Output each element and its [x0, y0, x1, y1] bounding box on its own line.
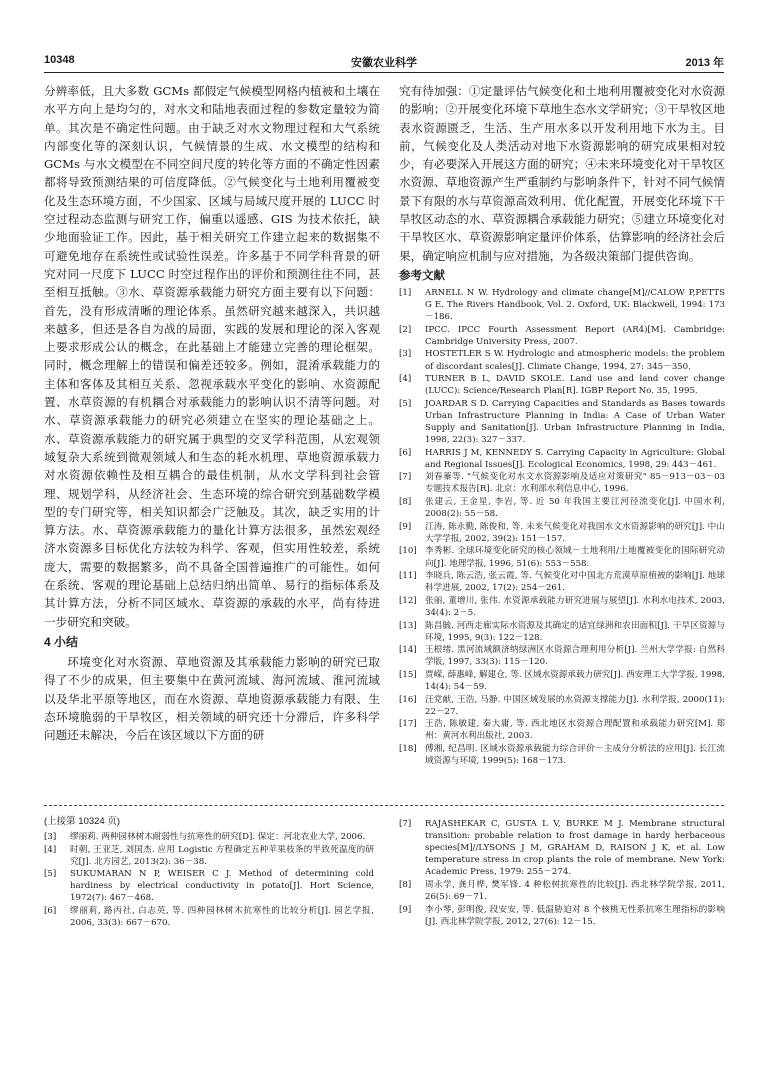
reference-text: 张丽, 董增川, 张伟. 水资源承载能力研究进展与展望[J]. 水利水电技术, 2003, 34(4): 2－5.: [425, 595, 725, 618]
reference-item: [399, 324, 725, 348]
reference-item: [44, 831, 374, 843]
reference-item: [399, 348, 725, 372]
reference-number: [13]: [399, 620, 417, 631]
reference-item: [44, 905, 374, 929]
reference-number: [7]: [399, 819, 412, 829]
reference-item: [399, 669, 725, 693]
reference-number: [14]: [399, 645, 417, 656]
publication-year: 2013 年: [685, 57, 724, 69]
reference-item: [399, 447, 725, 471]
reference-item: [399, 743, 725, 767]
reference-text: 李晓兵, 陈云浩, 张云霞, 等. 气候变化对中国北方荒漠草原植被的影响[J]. 地球科学进展, 2002, 17(2): 254－261.: [425, 571, 725, 594]
reference-item: [399, 545, 725, 569]
page-number: 10348: [44, 54, 75, 66]
reference-item: [44, 844, 374, 868]
references-title: 参考文献: [399, 269, 445, 282]
reference-list: [399, 818, 725, 928]
body-paragraph: 环境变化对水资源、草地资源及其承载能力影响的研究已取得了不少的成果，但主要集中在黄河流域、海河流域、淮河流域以及华北平原等地区，而在水资源、草地资源承载能力有限、生态环境脆弱的干旱牧区，相关领域的研究还十分滞后，许多科学问题还未解决，今后在该区域以下方面的研: [44, 654, 380, 743]
reference-number: [3]: [44, 832, 57, 842]
reference-text: 缪丽莉. 两种园林树木耐弱性与抗寒性的研究[D]. 保定：河北农业大学, 2006.: [70, 832, 366, 842]
reference-number: [9]: [399, 904, 412, 915]
reference-number: [10]: [399, 546, 417, 557]
reference-number: [6]: [44, 906, 57, 917]
reference-number: [5]: [399, 398, 412, 409]
reference-number: [8]: [399, 497, 412, 508]
reference-text: 傅湘, 纪昌明. 区域水资源承载能力综合评价－主成分分析法的应用[J]. 长江流域资源与环境, 1999(5): 168－173.: [425, 743, 725, 767]
reference-item: [399, 644, 725, 668]
reference-item: [399, 718, 725, 742]
reference-item: [399, 373, 725, 397]
reference-text: HARRIS J M, KENNEDY S. Carrying Capacity in Agriculture: Global and Regional Issues[J]. Ecological Economics, 1998, 29: 443－461.: [425, 447, 725, 470]
reference-number: [4]: [399, 374, 412, 385]
reference-text: 时朝, 王亚芝, 刘国杰. 应用 Logistic 方程确定五种苹果枝条的半致死温度的研究[J]. 北方园艺, 2013(2): 36－38.: [70, 844, 374, 867]
reference-text: 李小琴, 彭明俊, 段安安, 等. 低温胁迫对 8 个核桃无性系抗寒生理指标的影响[J]. 西北林学院学报, 2012, 27(6): 12－15.: [425, 904, 725, 927]
reference-number: [7]: [399, 472, 412, 483]
reference-text: RAJASHEKAR C, GUSTA L V, BURKE M J. Membrane structural transition: probable relation to frost damage in hardy herbaceous species[M]//LYSONS J M, GRAHAM D, RAISON J K, et al. Low temperature stress in crop plants the role of membrane. New York: Academic Press, 1979: 255－274.: [425, 819, 725, 878]
reference-item: [399, 595, 725, 619]
reference-text: 陈昌毓. 河西走廊实际水资源及其确定的适宜绿洲和农田面积[J]. 干旱区资源与环境, 1995, 9(3): 122－128.: [425, 620, 725, 643]
section-title: 4 小结: [44, 634, 79, 649]
reference-item: [399, 904, 725, 928]
reference-number: [4]: [44, 844, 57, 855]
reference-text: 汪党献, 王浩, 马静. 中国区域发展的水资源支撑能力[J]. 水利学报, 2000(11): 22－27.: [425, 694, 725, 717]
right-column: [399, 82, 725, 768]
reference-item: [399, 570, 725, 594]
reference-text: ARNELL N W. Hydrology and climate change[M]//CALOW P,PETTS G E. The Rivers Handbook, Vol. 2. Oxford, UK: Blackwell, 1994: 173－186.: [425, 287, 725, 323]
reference-item: [399, 879, 725, 903]
reference-text: 李秀彬. 全球环境变化研究的核心领域－土地利用/土地覆被变化的国际研究动向[J]. 地理学报, 1996, 51(6): 553－558.: [425, 546, 725, 569]
reference-text: 刘春蓁等. "气候变化对水文水资源影响及适应对策研究" 85－913－03－03 专题技术报告[R]. 北京：水利部水利信息中心, 1996.: [425, 472, 725, 495]
reference-number: [12]: [399, 595, 417, 606]
body-paragraph: 分辨率低，且大多数 GCMs 都假定气候模型网格内植被和土壤在水平方向上是均匀的，对水文和陆地表面过程的参数定量较为简单。其次是不确定性问题。由于缺乏对水文物理过程和大气系统内部变化等的深刻认识，气候情景的生成、水文模型的结构和 GCMs 与水文模型在不同空间尺度的转化等方面的不确定性因素都将导致预测结果的可信度降低。②气候变化与土地利用覆被变化及生态环境方面，不少国家、区域与局域尺度开展的 LUCC 时空过程动态监测与研究工作，偏重以遥感、GIS 为技术依托，缺少地面验证工作。因此，基于相关研究工作建立起来的数据集不可避免地存在系统性或试验性误差。许多基于不同学科背景的研究对同一尺度下 LUCC 时空过程作出的评价和预测往往不同，甚至相互抵触。③水、草资源承载能力研究方面主要有以下问题：首先，没有形成清晰的理论体系。虽然研究越来越深入，共识越来越多，但还是各自为战的局面，实践的发展和理论的深入客观上要求形成公认的概念，在此基础上才能建立完善的理论框架。同时，概念理解上的错误和偏差还较多。例如，混淆承载能力的主体和客体及其相互关系、忽视承载水平变化的影响、水资源配置、水草资源的有机耦合对承载能力的影响认识不清等问题。对水、草资源承载能力的研究必须建立在坚实的理论基础之上。水、草资源承载能力的研究属于典型的交叉学科范围，从宏观领域复杂大系统到微观领域人和生态的耗水机理、草地资源承载力对水资源依赖性及相互耦合的最佳机制，从水文学科到社会管理、规划学科，从经济社会、生态环境的综合研究到基础数学模型的专门研究等，相关知识都会广泛触及。其次，缺乏实用的计算方法。水、草资源承载能力的量化计算方法很多，虽然宏观经济水资源多目标优化方法较为科学、客观，但实用性较差，系统庞大，需要的数据繁多，尚不具备全国普遍推广的可能性。如何在系统、客观的理论基础上总结归纳出简单、易行的指标体系及其计算方法，分析不同区域水、草资源的承载的水平，尚有待进一步研究和突破。: [44, 84, 380, 629]
reference-item: [399, 694, 725, 718]
reference-number: [18]: [399, 743, 417, 754]
reference-item: [399, 620, 725, 644]
continued-references-right: [399, 818, 725, 928]
continued-references-left: [44, 815, 374, 930]
reference-item: [399, 287, 725, 323]
reference-number: [15]: [399, 669, 417, 680]
reference-text: 张建云, 王金星, 李岩, 等. 近 50 年我国主要江河径流变化[J]. 中国水利, 2008(2): 55－58.: [425, 497, 725, 520]
reference-text: TURNER B L, DAVID SKOLE. Land use and land cover change (LUCC): Science/Research Plan[R]. IGBP Report No. 35, 1995.: [425, 374, 725, 397]
reference-item: [399, 471, 725, 495]
reference-text: 王浩, 陈敏建, 秦大庸, 等. 西北地区水资源合理配置和承载能力研究[M]. 郑州：黄河水利出版社, 2003.: [425, 719, 725, 742]
reference-number: [2]: [399, 324, 412, 335]
left-column: [44, 82, 380, 744]
reference-number: [17]: [399, 719, 417, 730]
reference-number: [1]: [399, 287, 412, 298]
reference-item: [399, 521, 725, 545]
reference-item: [44, 868, 374, 904]
reference-number: [8]: [399, 879, 412, 890]
reference-list: [399, 287, 725, 767]
reference-text: 缪丽莉, 路丙社, 白志英, 等. 四种园林树木抗寒性的比较分析[J]. 园艺学报, 2006, 33(3): 667－670.: [70, 906, 374, 929]
reference-number: [3]: [399, 349, 412, 360]
reference-text: 江涛, 陈永勤, 陈俊和, 等. 未来气候变化对我国水文水资源影响的研究[J]. 中山大学学报, 2002, 39(2): 151－157.: [425, 521, 725, 544]
reference-item: [399, 496, 725, 520]
reference-text: IPCC. IPCC Fourth Assessment Report (AR4)[M]. Cambridge: Cambridge University Press, 2007.: [425, 324, 725, 347]
reference-item: [399, 398, 725, 446]
reference-item: [399, 818, 725, 878]
continuation-note: (上接第 10324 页): [44, 816, 121, 827]
reference-number: [5]: [44, 869, 57, 880]
reference-list: [44, 831, 374, 929]
reference-text: SUKUMARAN N P, WEISER C J. Method of determining cold hardiness by electrical conductivity in potato[J]. Hort Science, 1972(7): 467－468.: [70, 869, 374, 904]
running-header: [44, 50, 724, 73]
reference-number: [11]: [399, 571, 417, 582]
article-divider: [44, 805, 724, 806]
reference-text: 王根绪. 黑河流域额济纳绿洲区水资源合理利用分析[J]. 兰州大学学报: 自然科学版, 1997, 33(3): 115－120.: [425, 645, 725, 668]
reference-text: HOSTETLER S W. Hydrologic and atmospheric models: the problem of discordant scales[J]. Climate Change, 1994, 27: 345－350.: [425, 349, 725, 372]
reference-number: [9]: [399, 521, 412, 532]
journal-name: 安徽农业科学: [351, 57, 417, 69]
reference-number: [16]: [399, 694, 417, 705]
reference-text: 贾嵘, 薛惠峰, 解建仓, 等. 区域水资源承载力研究[J]. 西安理工大学学报, 1998, 14(4): 54－59.: [425, 669, 725, 692]
reference-text: JOARDAR S D. Carrying Capacities and Standards as Bases towards Urban Infrastructure Planning in India: A Case of Urban Water Supply and Sanitation[J]. Urban Infrastructure Planning in India, 1998, 22(3): 327－337.: [425, 398, 725, 446]
reference-text: 周永学, 龚月桦, 樊军锋. 4 种松树抗寒性的比较[J]. 西北林学院学报, 2011, 26(5): 69－71.: [425, 879, 725, 903]
body-paragraph: 究有待加强：①定量评估气候变化和土地利用覆被变化对水资源的影响；②开展变化环境下草地生态水文学研究；③干旱牧区地表水资源匮乏，生活、生产用水多以开发利用地下水为主。目前，气候变化及人类活动对地下水资源影响的研究成果相对较少，有必要深入开展这方面的研究；④未来环境变化对干旱牧区水资源、草地资源产生严重制约与影响条件下，针对不同气候情景下有限的水与草资源高效利用、优化配置，开展变化环境下干旱牧区动态的水、草资源耦合承载能力研究；⑤建立环境变化对干旱牧区水、草资源影响定量评价体系，估算影响的经济社会后果，确定响应机制与应对措施，为各级决策部门提供咨询。: [399, 84, 725, 263]
reference-number: [6]: [399, 447, 412, 458]
